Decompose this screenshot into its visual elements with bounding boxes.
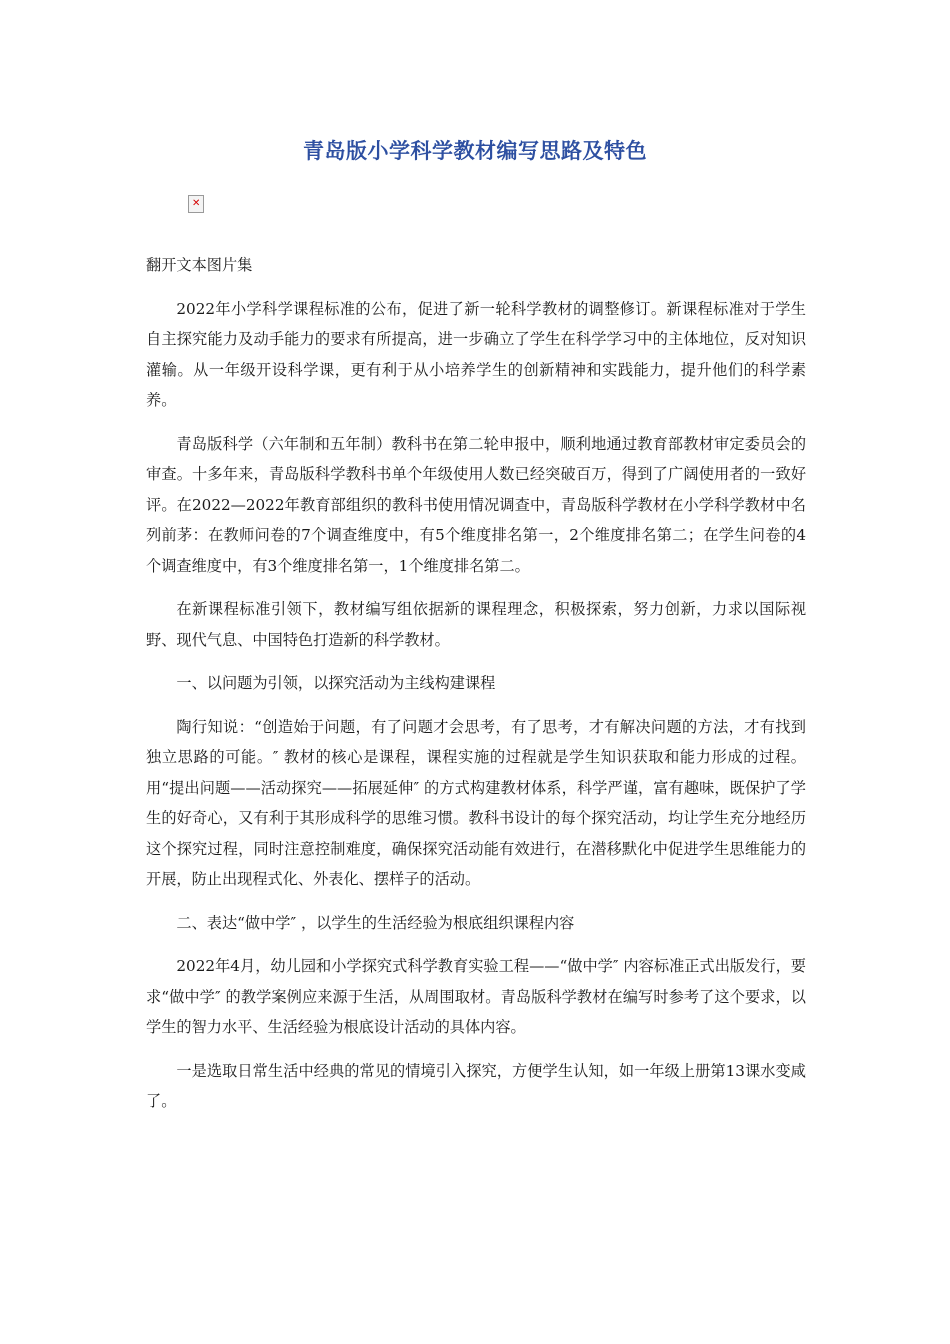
document-title: 青岛版小学科学教材编写思路及特色 [303, 139, 647, 163]
document-body [146, 250, 806, 1130]
paragraph-section-1: 陶行知说：“创造始于问题，有了问题才会思考，有了思考，才有解决问题的方法，才有找到独立思路的可能。″ 教材的核心是课程，课程实施的过程就是学生知识获取和能力形成的过程。用“提出问题——活动探究——拓展延伸″ 的方式构建教材体系，科学严谨，富有趣味，既保护了学生的好奇心，又有利于其形成科学的思维习惯。教科书设计的每个探究活动，均让学生充分地经历这个探究过程，同时注意控制难度，确保探究活动能有效进行，在潜移默化中促进学生思维能力的开展，防止出现程式化、外表化、摆样子的活动。 [146, 717, 806, 888]
section-heading-2: 二、表达“做中学″ ，以学生的生活经验为根底组织课程内容 [176, 913, 575, 932]
paragraph-point-1: 一是选取日常生活中经典的常见的情境引入探究，方便学生认知，如一年级上册第13课水变咸了。 [146, 1061, 806, 1110]
paragraph-intro: 2022年小学科学课程标准的公布，促进了新一轮科学教材的调整修订。新课程标准对于学生自主探究能力及动手能力的要求有所提高，进一步确立了学生在科学学习中的主体地位，反对知识灌输。从一年级开设科学课，更有利于从小培养学生的创新精神和实践能力，提升他们的科学素养。 [146, 299, 806, 409]
paragraph-section-2: 2022年4月，幼儿园和小学探究式科学教育实验工程——“做中学″ 内容标准正式出版发行，要求“做中学″ 的教学案例应来源于生活，从周围取材。青岛版科学教材在编写时参考了这个要求，以学生的智力水平、生活经验为根底设计活动的具体内容。 [146, 957, 806, 1036]
broken-image-icon [188, 195, 204, 213]
broken-image-x-icon: ✕ [192, 198, 201, 209]
section-heading-1: 一、以问题为引领，以探究活动为主线构建课程 [176, 674, 496, 692]
paragraph-review: 青岛版科学（六年制和五年制）教科书在第二轮申报中，顺利地通过教育部教材审定委员会的审查。十多年来，青岛版科学教科书单个年级使用人数已经突破百万，得到了广阔使用者的一致好评。在2022—2022年教育部组织的教科书使用情况调查中，青岛版科学教材在小学科学教材中名列前茅：在教师问卷的7个调查维度中，有5个维度排名第一，2个维度排名第二；在学生问卷的4个调查维度中，有3个维度排名第一，1个维度排名第二。 [146, 434, 806, 575]
paragraph-goal: 在新课程标准引领下，教材编写组依据新的课程理念，积极探索，努力创新，力求以国际视野、现代气息、中国特色打造新的科学教材。 [146, 600, 806, 649]
image-caption: 翻开文本图片集 [146, 256, 253, 274]
